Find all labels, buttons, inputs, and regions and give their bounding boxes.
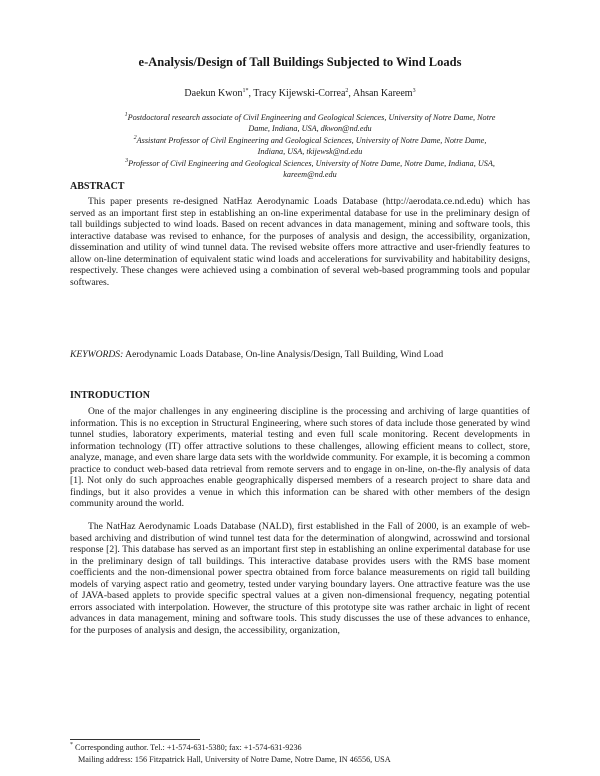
- footnote: [70, 742, 391, 766]
- author-1: Daekun Kwon: [184, 88, 243, 99]
- affiliation-3-mark: 3: [125, 158, 129, 164]
- footnote-rule: [70, 739, 200, 740]
- introduction-paragraph-1: One of the major challenges in any engineering discipline is the processing and archiving of large quantities of information. This is no exception in Structural Engineering, where such stores of data include those generated by wind tunnel studies, laboratory experiments, material testing and even full scale monitoring. Recent developments in information technology (IT) offer attractive solutions to these challenges, allowing efficient means to collect, store, analyze, manage, and even share large data sets with the worldwide community. For example, it is becoming a common practice to conduct web-based data retrieval from remote servers and to engage in on-line, on-the-fly analysis of data [1]. Not only do such approaches enable geographically dispersed members of a research project to share data and findings, but it also provides a venue in which this information can be shared with other members of the design community around the world.: [70, 406, 530, 509]
- keywords-label: KEYWORDS:: [70, 349, 124, 360]
- author-2: Tracy Kijewski-Correa: [253, 88, 346, 99]
- abstract-heading: ABSTRACT: [70, 181, 125, 192]
- affiliation-3: [120, 158, 500, 180]
- author-3: Ahsan Kareem: [352, 88, 413, 99]
- footnote-line-1: Corresponding author. Tel.: +1-574-631-5380; fax: +1-574-631-9236: [75, 743, 302, 752]
- affiliation-2-mark: 2: [133, 135, 137, 141]
- affiliation-2: [120, 135, 500, 157]
- keywords-text: Aerodynamic Loads Database, On-line Analysis/Design, Tall Building, Wind Load: [125, 349, 444, 360]
- affiliation-2-text: Assistant Professor of Civil Engineering and Geological Sciences, University of Notre Dame, Notre Dame, Indiana, USA, tkijewsk@nd.edu: [136, 136, 487, 156]
- affiliation-1-mark: 1: [124, 112, 128, 118]
- affiliation-1-text: Postdoctoral research associate of Civil Engineering and Geological Sciences, University of Notre Dame, Notre Dame, Indiana, USA, dkwon@nd.edu: [127, 113, 496, 133]
- abstract-text: This paper presents re-designed NatHaz Aerodynamic Loads Database (http://aerodata.ce.nd.edu) which has served as an important first step in establishing an on-line experimental database for use in the preliminary design of tall buildings subjected to wind loads. Based on recent advances in data management, mining and software tools, this interactive database was revised to enhance, for the purposes of analysis and design, the accessibility, organization, dissemination and utility of wind tunnel data. The revised website offers more attractive and user-friendly features to allow on-line determination of equivalent static wind loads and accelerations for survivability and habitability designs, respectively. These changes were achieved using a combination of several web-based programming tools and popular softwares.: [70, 196, 530, 288]
- footnote-line-2: Mailing address: 156 Fitzpatrick Hall, University of Notre Dame, Notre Dame, IN 46556, USA: [78, 755, 391, 764]
- author-3-mark: 3: [412, 88, 416, 94]
- introduction-heading: INTRODUCTION: [70, 390, 151, 401]
- introduction-paragraph-2: The NatHaz Aerodynamic Loads Database (NALD), first established in the Fall of 2000, is an example of web-based archiving and distribution of wind tunnel test data for the determination of alongwind, acrosswind and torsional response [2]. This database has served as an important first step in establishing an online experimental database for use in the preliminary design of tall buildings. This interactive database provides users with the RMS base moment coefficients and the non-dimensional power spectra obtained from force balance measurements on rigid tall building models of varying aspect ratio and geometry, tested under varying boundary layers. One attractive feature was the use of JAVA-based applets to provide specific spectral values at a given non-dimensional frequency, negating potential errors associated with interpolation. However, the structure of this prototype site was rather archaic in light of recent advances in data management, mining and software tools. This study discusses the use of these advances to enhance, for the purposes of analysis and design, the accessibility, organization,: [70, 521, 530, 636]
- author-2-mark: 2: [345, 88, 349, 94]
- author-list: Daekun Kwon$^{1*}$, Tracy Kijewski-Correa$^2$, Ahsan Kareem$^3$: [184, 88, 416, 99]
- author-1-mark: 1*: [242, 88, 249, 94]
- affiliation-3-text: Professor of Civil Engineering and Geological Sciences, University of Notre Dame, Notre Dame, Indiana, USA, kareem@nd.edu: [128, 159, 495, 179]
- keywords: [70, 349, 530, 361]
- paper-title: e-Analysis/Design of Tall Buildings Subjected to Wind Loads: [138, 55, 462, 69]
- footnote-mark: *: [70, 742, 73, 748]
- affiliation-1: [120, 112, 500, 134]
